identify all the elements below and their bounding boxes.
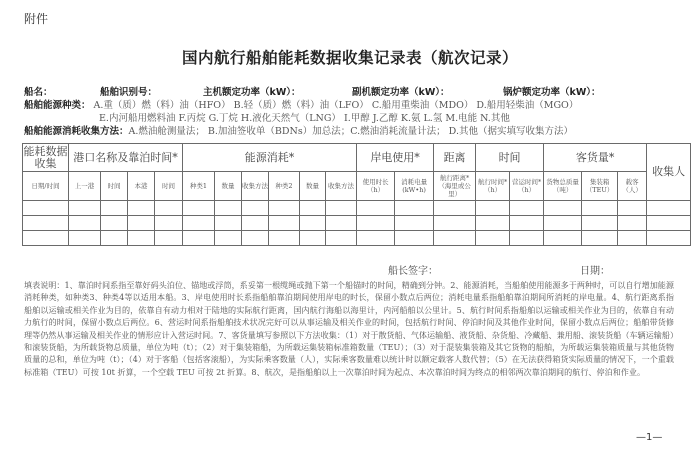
energy-types-line2: E.内河船用燃料油 F.丙烷 G.丁烷 H.液化天然气（LNG） I.甲醇 J.乙醇 K.氨 L.氢 M.电能 N.其他 [99,113,510,124]
table-cell[interactable] [155,231,183,246]
col-header-cargo-mass: 货物总质量（吨） [544,172,582,201]
filling-instructions: 填表说明：1、靠泊时间系指至靠好码头泊位、锚地或浮筒，系妥第一根缆绳或抛下第一个船锚时的时间，精确到分钟。2、能源消耗，当船舶使用能源多于两种时，可以自行增加能源消耗种类，如种类3、种类4等以适用本船。3、岸电使用时长系指船舶靠泊期间使用岸电的时长，保留小数点后两位；消耗电量系指船舶靠泊期间所消耗的岸电量。4、航行距离系指船舶以运输或相关作业为目的，依靠自有动力相对于陆地的实际航行距离，国内航行海船以海里计，内河船舶以公里计。5、航行时间系指船舶以运输或相关作业为目的，依靠自有动力航行的时间，保留小数点后两位。6、营运时间系指船舶技术状况完好可以从事运输及相关作业的时间，包括航行时间、停泊时间及其他作业时间，保留小数点后两位；船舶带货修理等仍然从事运输及相关作业的情形应计入营运时间。7、客货量填写参照以下方法收集：（1）对于散货船、气体运输船、液货船、杂货船、冷藏船、兼用船、滚装货船（车辆运输船）和滚装货船，为所载货物总质量，单位为吨（t）；（2）对于集装箱船，为所载运集装箱标准箱数量（TEU）；（3）对于混装集装箱及其它货物的船舶，为所载运集装箱质量与其他货物质量的总和，单位为吨（t）；（4）对于客船（包括客滚船），为实际乘客数量（人），实际乘客数量难以统计时以额定载客人数代替；（5）在无法获得箱货实际质量的情况下，一个重载标准箱（TEU）可按 10t 折算，一个空载 TEU 可按 2t 折算。8、航次，是指船舶以上一次靠泊时间为起点、本次靠泊时间为终点的相邻两次靠泊期间的航行、停泊和作业。 [24,280,674,377]
group-header-energy-collection: 能耗数据收集 [23,144,68,170]
col-header-sail-time: 航行时间*（h） [476,172,510,201]
group-header-energy-consumption: 能源消耗* [183,144,357,172]
table-cell[interactable] [647,231,691,246]
col-header-shore-energy: 消耗电量(kW•h) [395,172,434,201]
group-header-port: 港口名称及靠泊时间* [69,144,183,172]
energy-types-label: 船舶能源种类： [24,100,91,111]
table-cell[interactable] [544,201,582,216]
ship-name-field [24,86,53,99]
aux-engine-power-field [352,86,450,99]
table-cell[interactable] [582,231,618,246]
table-cell[interactable] [326,201,357,216]
table-cell[interactable] [476,216,510,231]
table-cell[interactable] [69,201,101,216]
table-cell[interactable] [618,231,647,246]
col-header-prev-time: 时间 [101,172,128,201]
col-header-teu: 集装箱（TEU） [582,172,618,201]
group-header-collector: 收集人 [647,144,691,201]
ship-name-label: 船名： [24,87,53,98]
col-header-type2: 种类2 [269,172,300,201]
table-cell[interactable] [183,231,215,246]
table-cell[interactable] [128,201,155,216]
col-header-this-port: 本港 [128,172,155,201]
col-header-datetime: 日期/时间 [23,172,69,201]
table-row [23,201,691,216]
table-cell[interactable] [618,216,647,231]
date-label: 日期： [580,266,610,277]
table-cell[interactable] [395,216,434,231]
col-header-shore-duration: 使用时长（h） [357,172,395,201]
table-cell[interactable] [101,231,128,246]
table-cell[interactable] [23,231,69,246]
table-cell[interactable] [582,216,618,231]
table-cell[interactable] [434,216,476,231]
col-header-passengers: 载客（人） [618,172,647,201]
table-cell[interactable] [582,201,618,216]
captain-signature-label: 船长签字： [388,266,438,277]
boiler-power-field [503,86,601,99]
group-header-distance: 距离 [434,144,476,172]
table-cell[interactable] [269,201,300,216]
table-cell[interactable] [183,201,215,216]
col-header-this-time: 时间 [155,172,183,201]
table-cell[interactable] [242,231,269,246]
col-header-qty1: 数量 [215,172,242,201]
table-cell[interactable] [300,231,326,246]
collection-methods-label: 船舶能源消耗收集方法： [24,126,129,137]
table-cell[interactable] [101,216,128,231]
main-engine-power-label: 主机额定功率（kW）： [203,87,301,98]
col-header-method1: 收集方法 [242,172,269,201]
energy-types-line1: A.重（质）燃（料）油（HFO） B.轻（质）燃（料）油（LFO） C.船用重柴油（MDO） D.船用轻柴油（MGO） [93,100,579,111]
ship-id-field [100,86,157,99]
table-cell[interactable] [357,231,395,246]
table-cell[interactable] [476,231,510,246]
table-cell[interactable] [215,216,242,231]
table-cell[interactable] [242,216,269,231]
table-cell[interactable] [69,231,101,246]
energy-types-row [24,99,578,112]
table-cell[interactable] [544,216,582,231]
collection-methods-row [24,125,573,138]
table-cell[interactable] [434,201,476,216]
page-title: 国内航行船舶能耗数据收集记录表（航次记录） [181,48,518,67]
collection-methods-text: A.燃油舱测量法； B.加油签收单（BDNs）加总法；C.燃油消耗流量计法； D.其他（据实填写收集方法） [128,126,573,137]
col-header-prev-port: 上一港 [69,172,101,201]
table-row [23,231,691,246]
table-cell[interactable] [128,216,155,231]
table-cell[interactable] [69,216,101,231]
energy-types-row-2 [99,112,510,125]
table-cell[interactable] [300,201,326,216]
table-cell[interactable] [155,201,183,216]
table-cell[interactable] [510,201,544,216]
col-header-method2: 收集方法 [326,172,357,201]
table-cell[interactable] [357,201,395,216]
table-cell[interactable] [510,231,544,246]
page-number: —1— [636,432,663,443]
group-header-cargo-passenger: 客货量* [544,144,647,172]
table-cell[interactable] [269,231,300,246]
table-cell[interactable] [647,201,691,216]
group-header-row [23,144,691,172]
table-cell[interactable] [300,216,326,231]
table-cell[interactable] [242,201,269,216]
aux-engine-power-label: 副机额定功率（kW）： [352,87,450,98]
table-cell[interactable] [269,216,300,231]
table-cell[interactable] [476,201,510,216]
table-cell[interactable] [215,201,242,216]
table-cell[interactable] [395,201,434,216]
energy-record-table [22,143,691,246]
group-header-time: 时间 [476,144,544,172]
group-header-shore-power: 岸电使用* [357,144,434,172]
col-header-operating-time: 营运时间*（h） [510,172,544,201]
table-cell[interactable] [23,216,69,231]
col-header-qty2: 数量 [300,172,326,201]
ship-id-label: 船舶识别号： [100,87,158,98]
col-header-type1: 种类1 [183,172,215,201]
boiler-power-label: 锅炉额定功率（kW）： [503,87,601,98]
table-cell[interactable] [357,216,395,231]
column-header-row [23,172,691,201]
col-header-sail-distance: 航行距离*（海里或公里） [434,172,476,201]
table-cell[interactable] [101,201,128,216]
table-cell[interactable] [155,216,183,231]
table-cell[interactable] [128,231,155,246]
table-cell[interactable] [183,216,215,231]
main-engine-power-field [203,86,301,99]
table-cell[interactable] [647,216,691,231]
table-cell[interactable] [434,231,476,246]
table-cell[interactable] [326,216,357,231]
attachment-label: 附件 [24,12,49,26]
table-cell[interactable] [395,231,434,246]
table-cell[interactable] [215,231,242,246]
table-cell[interactable] [544,231,582,246]
table-row [23,216,691,231]
table-cell[interactable] [618,201,647,216]
table-cell[interactable] [23,201,69,216]
table-cell[interactable] [326,231,357,246]
table-cell[interactable] [510,216,544,231]
